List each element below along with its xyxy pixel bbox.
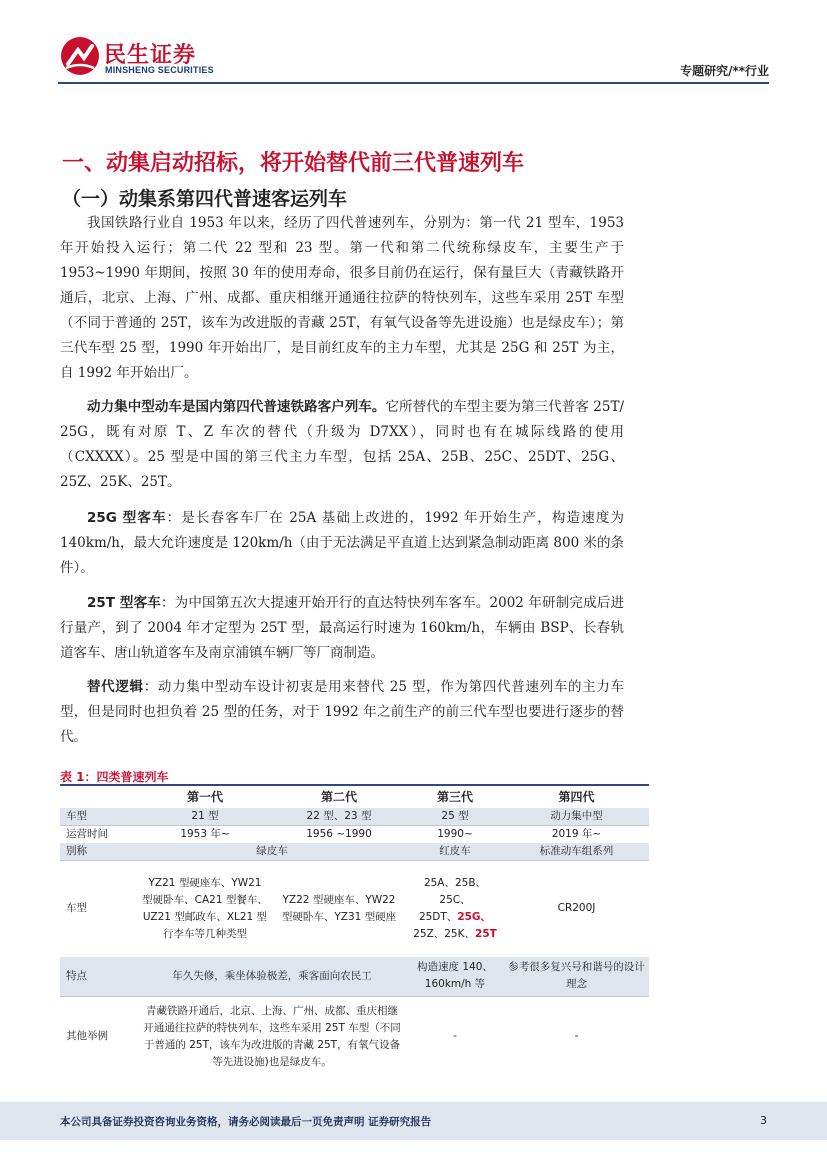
cell: 红皮车 [406, 843, 504, 861]
table-row [60, 861, 649, 957]
cell: 动力集中型 [504, 808, 649, 826]
cell: 构造速度 140、160km/h 等 [406, 957, 504, 997]
paragraph-25t-lead: 25T 型客车 [87, 595, 161, 611]
table-header-row [60, 786, 649, 808]
paragraph-fourth-gen-body: 它所替代的车型主要为第三代普客 25T/ 25G，既有对原 T、Z 车次的替代（升级为 D7XX），同时也有在城际线路的使用（CXXXX）。25 型是中国的第三代主力车型，包括 25A、25B、25C、25DT、25G、25Z、25K、25T。 [60, 399, 624, 490]
table-header-gen3: 第三代 [436, 789, 473, 804]
cell: 青藏铁路开通后，北京、上海、广州、成都、重庆相继开通通往拉萨的特快列车，这些车采用 25T 车型（不同于普通的 25T，该车为改进版的青藏 25T，有氧气设备等先进设施)也是绿皮车。 [143, 1004, 401, 1068]
cell: 1953 年~ [180, 828, 230, 840]
report-type: 专题研究/**行业 [680, 64, 769, 78]
cell: 25 型 [406, 808, 504, 826]
cell: 2019 年~ [551, 828, 602, 840]
section-title: 一、动集启动招标，将开始替代前三代普速列车 [62, 151, 525, 176]
header-divider [58, 82, 769, 84]
table-header-gen1: 第一代 [186, 789, 223, 804]
table-row [60, 957, 649, 997]
table-row [60, 808, 649, 826]
table-header-gen2: 第二代 [320, 789, 357, 804]
cell: 21 型 [138, 808, 272, 826]
page-footer [0, 1102, 827, 1140]
train-generations-table [60, 786, 649, 1077]
paragraph-fourth-gen [60, 395, 624, 495]
minsheng-logo [60, 36, 214, 80]
cell: 标准动车组系列 [504, 843, 649, 861]
variants-line-2 [410, 909, 500, 926]
paragraph-25t-body: ：为中国第五次大提速开始开行的直达特快列车客车。2002 年研制完成后进行量产，到了 2004 年才定型为 25T 型，最高运行时速为 160km/h，车辆由 BSP、长春轨道客车、唐山轨道客车及南京浦镇车辆厂等厂商制造。 [60, 595, 624, 661]
table-header-corner [60, 786, 138, 808]
cell: 1956 ~1990 [306, 828, 372, 840]
variant-25t-highlight: 25T [475, 927, 497, 940]
logo-chinese-name: 民生证券 [104, 43, 197, 68]
paragraph-replacement-logic-body: ：动力集中型动车设计初衷是用来替代 25 型，作为第四代普速列车的主力车型，但是同时也担负着 25 型的任务，对于 1992 年之前生产的前三代车型也要进行逐步的替代。 [60, 679, 625, 745]
cell: 绿皮车 [138, 843, 406, 861]
cell: 22 型、23 型 [272, 808, 406, 826]
page-header [0, 0, 827, 90]
subsection-title: （一）动集系第四代普速客运列车 [62, 188, 348, 210]
cell-25-variants [406, 861, 504, 957]
footer-disclaimer: 本公司具备证券投资咨询业务资格，请务必阅读最后一页免责声明 证券研究报告 [60, 1116, 432, 1128]
row-label-alias: 别称 [60, 843, 138, 861]
variant-25z-25k: 25Z、25K、 [413, 927, 476, 940]
variants-line-1: 25A、25B、25C、 [423, 876, 487, 906]
variant-25dt: 25DT、 [418, 910, 458, 923]
cell: 参考很多复兴号和谐号的设计理念 [504, 957, 649, 997]
row-label-examples: 其他举例 [66, 1030, 108, 1043]
cell: - [574, 1030, 579, 1043]
minsheng-logo-icon [60, 36, 100, 76]
variants-line-3 [410, 926, 500, 943]
table-caption: 表 1：四类普速列车 [60, 770, 169, 784]
cell: 年久失修，乘坐体验极差，乘客面向农民工 [138, 957, 406, 997]
row-label-model: 车型 [60, 808, 138, 826]
cell: - [453, 1030, 457, 1043]
row-label-period: 运营时间 [66, 828, 108, 840]
paragraph-25g [60, 506, 624, 581]
paragraph-replacement-logic-lead: 替代逻辑 [87, 679, 144, 695]
cell: YZ22 型硬座车、YW22 型硬卧车、YZ31 型硬座 [281, 893, 397, 923]
row-label-features: 特点 [60, 957, 138, 997]
paragraph-25g-lead: 25G 型客车 [87, 510, 167, 526]
variant-separator: 、 [480, 910, 492, 923]
paragraph-25g-body: ：是长春客车厂在 25A 基础上改进的，1992 年开始生产，构造速度为 140km/h，最大允许速度是 120km/h（由于无法满足平直道上达到紧急制动距离 800 米的条件）。 [60, 510, 624, 576]
paragraph-history: 我国铁路行业自 1953 年以来，经历了四代普速列车，分别为：第一代 21 型车，1953 年开始投入运行；第二代 22 型和 23 型。第一代和第二代统称绿皮车，主要生产于 1953~1990 年期间，按照 30 年的使用寿命，很多目前仍在运行，保有量巨大（青藏铁路开通后，北京、上海、广州、成都、重庆相继开通通往拉萨的特快列车，这些车采用 25T 车型（不同于普通的 25T，该车为改进版的青藏 25T，有氧气设备等先进设施）也是绿皮车）；第三代车型 25 型，1990 年开始出厂，是目前红皮车的主力车型，尤其是 25G 和 25T 为主，自 1992 年开始出厂。 [60, 215, 624, 381]
logo-english-name: MINSHENG SECURITIES [105, 65, 214, 75]
table-row [60, 826, 649, 844]
paragraph-25t [60, 591, 624, 666]
table-header-gen4: 第四代 [558, 789, 595, 804]
table-row [60, 997, 649, 1077]
variant-25g-highlight: 25G [457, 910, 481, 923]
row-label-types: 车型 [66, 902, 87, 915]
cell: YZ21 型硬座车、YW21 型硬卧车、CA21 型餐车、UZ21 型邮政车、XL21 型行李车等几种类型 [142, 876, 268, 940]
paragraph-replacement-logic [60, 675, 624, 750]
page-number: 3 [760, 1114, 767, 1127]
cell: CR200J [557, 902, 596, 915]
paragraph-fourth-gen-lead: 动力集中型动车是国内第四代普速铁路客户列车。 [87, 399, 386, 415]
cell: 1990~ [437, 828, 473, 840]
table-row [60, 843, 649, 861]
